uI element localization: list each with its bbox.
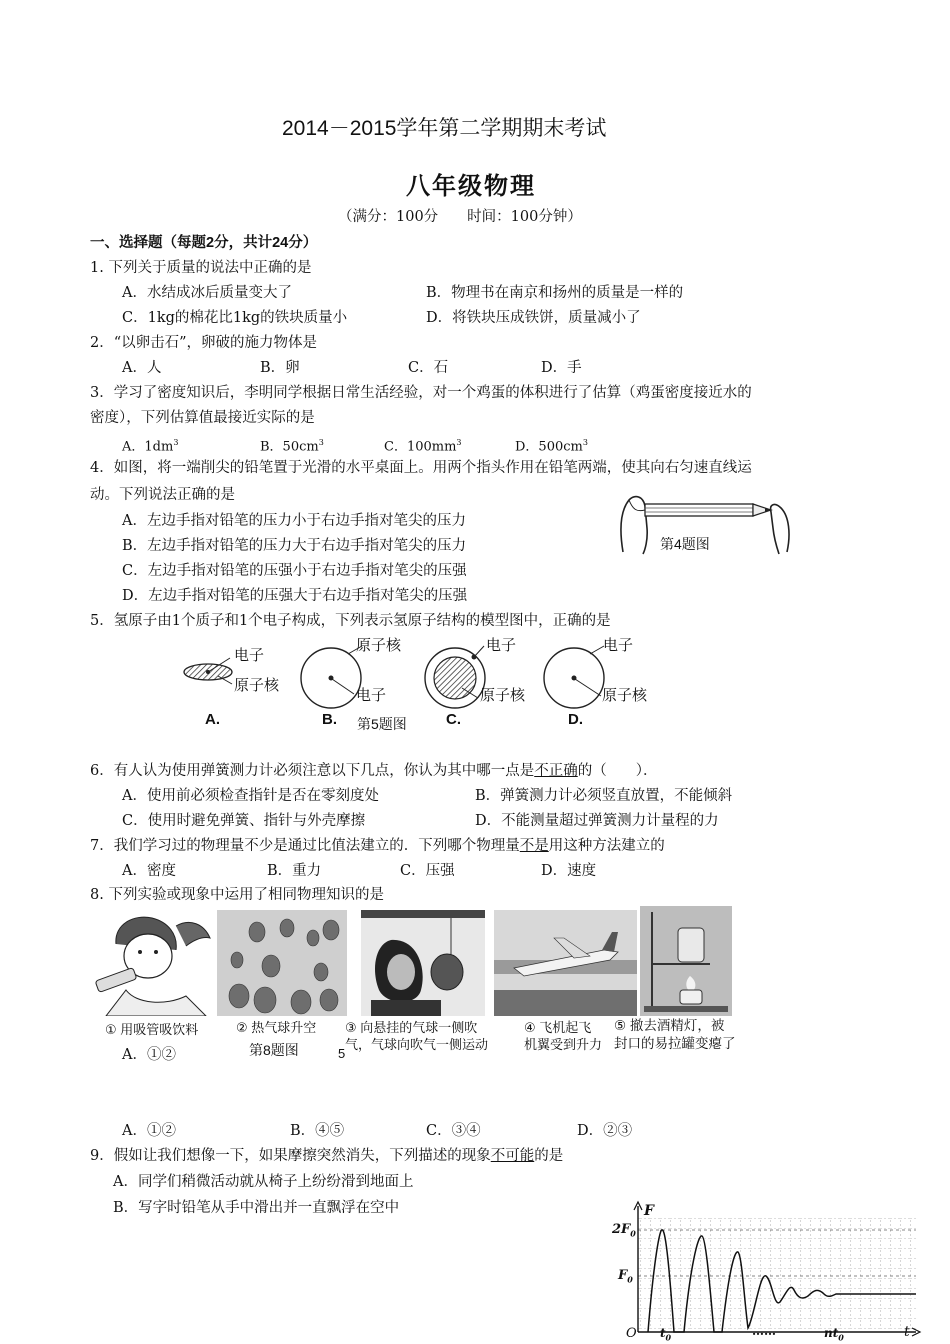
graph-x-tick-t0: $t_0$: [660, 1326, 672, 1343]
q4-stem-line2: 动。下列说法正确的是: [90, 487, 235, 503]
q3-stem-line2: 密度），下列估算值最接近实际的是: [90, 410, 315, 426]
graph-origin: O: [626, 1326, 637, 1341]
q7-stem: 7．我们学习过的物理量不少是通过比值法建立的．下列哪个物理量不是用这种方法建立的: [90, 838, 665, 854]
q8-caption-5a: ⑤ 撤去酒精灯，被: [614, 1018, 725, 1033]
photo-balloon-blowing: [361, 910, 485, 1016]
model-d-electron-label: 电子: [603, 637, 634, 654]
photo-airplane-takeoff: [494, 910, 637, 1016]
q9-stem: 9．假如让我们想像一下，如果摩擦突然消失，下列描述的现象不可能的是: [90, 1148, 564, 1164]
model-c-letter: C.: [446, 711, 461, 728]
q8-stray-option: A．①②: [122, 1047, 176, 1063]
q8-caption-5b: 封口的易拉罐变瘪了: [614, 1036, 736, 1051]
graph-y-label: F: [644, 1203, 654, 1219]
force-time-graph: [610, 1198, 928, 1342]
q2-stem: 2．“以卵击石”，卵破的施力物体是: [90, 335, 318, 351]
q1-stem: 1. 下列关于质量的说法中正确的是: [90, 260, 312, 276]
model-b-electron-label: 电子: [356, 687, 387, 704]
q8-caption-3b: 气，气球向吹气一侧运动: [345, 1037, 489, 1052]
q3-stem-line1: 3．学习了密度知识后，李明同学根据日常生活经验，对一个鸡蛋的体积进行了估算（鸡蛋密度接近水的: [90, 385, 752, 401]
graph-y-tick-2f0: $2F_0$: [612, 1222, 636, 1239]
q8-option-a: A．①②: [122, 1123, 176, 1139]
graph-x-label: t: [904, 1324, 910, 1340]
q4-option-b: B．左边手指对铅笔的压力大于右边手指对笔尖的压力: [122, 538, 467, 554]
exam-title: 2014－2015学年第二学期期末考试: [282, 117, 607, 140]
model-d-letter: D.: [568, 711, 583, 728]
q2-option-c: C．石: [408, 360, 449, 376]
model-b-nucleus-label: 原子核: [356, 637, 402, 654]
q3-option-d: D．$500cm^3$: [515, 438, 588, 455]
q6-stem: 6．有人认为使用弹簧测力计必须注意以下几点，你认为其中哪一点是不正确的（ ）．: [90, 763, 658, 779]
model-d-nucleus-label: 原子核: [602, 687, 648, 704]
q7-option-a: A．密度: [122, 863, 176, 879]
photo-straw-drink: [86, 910, 216, 1016]
q7-option-c: C．压强: [400, 863, 455, 879]
q8-option-c: C．③④: [426, 1123, 481, 1139]
section-heading: 一、选择题（每题2分，共计24分）: [90, 235, 318, 251]
q3-option-a: A．$1dm^3$: [122, 438, 179, 455]
q2-option-a: A．人: [122, 360, 162, 376]
q8-option-b: B．④⑤: [290, 1123, 345, 1139]
q4-stem-line1: 4．如图，将一端削尖的铅笔置于光滑的水平桌面上。用两个指头作用在铅笔两端，使其向右匀速直线运: [90, 460, 752, 476]
model-c-electron-label: 电子: [486, 637, 517, 654]
q4-option-c: C．左边手指对铅笔的压强小于右边手指对笔尖的压强: [122, 563, 467, 579]
q8-caption-4a: ④ 飞机起飞: [524, 1020, 592, 1035]
graph-grid: [638, 1216, 918, 1330]
q1-option-a: A．水结成冰后质量变大了: [122, 285, 292, 301]
q1-option-b: B．物理书在南京和扬州的质量是一样的: [426, 285, 684, 301]
q8-caption-1: ① 用吸管吸饮料: [105, 1022, 199, 1037]
q6-option-b: B．弹簧测力计必须竖直放置，不能倾斜: [475, 788, 733, 804]
q3-option-c: C．$100mm^3$: [384, 438, 462, 455]
exam-subtitle: 八年级物理: [406, 172, 536, 200]
model-a-nucleus-label: 原子核: [234, 677, 280, 694]
q9-option-b: B．写字时铅笔从手中滑出并一直飘浮在空中: [113, 1200, 400, 1216]
q2-option-b: B．卵: [260, 360, 300, 376]
photo-hot-air-balloons: [217, 910, 347, 1016]
q7-option-b: B．重力: [267, 863, 322, 879]
q8-caption-3a: ③ 向悬挂的气球一侧吹: [345, 1020, 478, 1035]
q8-stray-digit: 5: [338, 1046, 346, 1061]
model-c-nucleus-label: 原子核: [480, 687, 526, 704]
exam-meta: （满分：100分 时间：100分钟）: [338, 209, 582, 225]
q4-option-a: A．左边手指对铅笔的压力小于右边手指对笔尖的压力: [122, 513, 466, 529]
q9-option-a: A．同学们稍微活动就从椅子上纷纷滑到地面上: [113, 1174, 414, 1190]
graph-y-tick-f0: $F_0$: [618, 1268, 633, 1285]
model-b-letter: B.: [322, 711, 337, 728]
q4-figure-caption: 第4题图: [660, 536, 710, 552]
graph-x-tick-nt0: $nt_0$: [824, 1326, 844, 1343]
q5-figure-caption: 第5题图: [357, 716, 407, 732]
q2-option-d: D．手: [541, 360, 582, 376]
q6-option-d: D．不能测量超过弹簧测力计量程的力: [475, 813, 719, 829]
photo-can-burner: [640, 906, 732, 1016]
q1-option-c: C．1kg的棉花比1kg的铁块质量小: [122, 310, 348, 326]
graph-x-dots: ……: [752, 1324, 776, 1338]
q7-option-d: D．速度: [541, 863, 597, 879]
q4-option-d: D．左边手指对铅笔的压强大于右边手指对笔尖的压强: [122, 588, 468, 604]
q8-stem: 8. 下列实验或现象中运用了相同物理知识的是: [90, 887, 384, 903]
q1-option-d: D．将铁块压成铁饼，质量减小了: [426, 310, 641, 326]
q5-stem: 5．氢原子由1个质子和1个电子构成，下列表示氢原子结构的模型图中，正确的是: [90, 613, 611, 629]
q8-caption-2: ② 热气球升空: [236, 1020, 317, 1035]
q8-figure-caption: 第8题图: [249, 1042, 299, 1058]
q8-caption-4b: 机翼受到升力: [524, 1037, 603, 1052]
model-a-letter: A.: [205, 711, 220, 728]
model-a-electron-label: 电子: [234, 647, 265, 664]
q6-option-c: C．使用时避免弹簧、指针与外壳摩擦: [122, 813, 366, 829]
q3-option-b: B．$50cm^3$: [260, 438, 324, 455]
q8-option-d: D．②③: [577, 1123, 633, 1139]
q6-option-a: A．使用前必须检查指针是否在零刻度处: [122, 788, 379, 804]
